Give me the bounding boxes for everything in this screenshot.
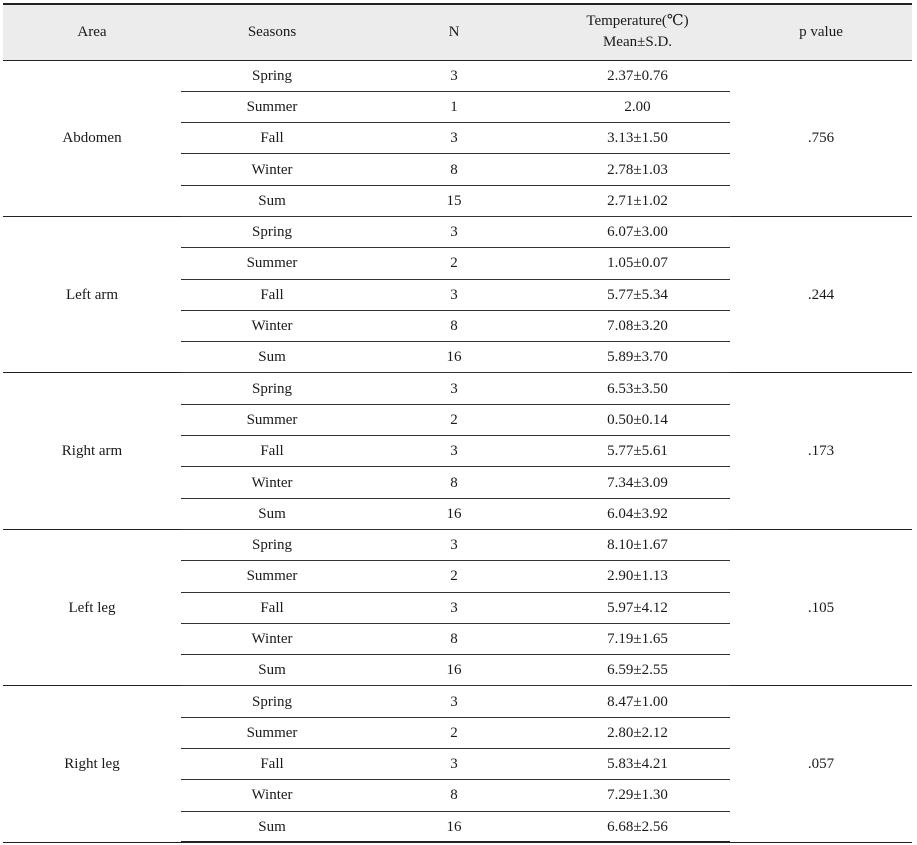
season-cell: Fall [181,749,363,780]
table-header [3,4,912,60]
header-p-value: p value [730,4,912,60]
n-cell: 3 [363,216,545,247]
temperature-cell: 5.77±5.34 [545,279,730,310]
group-right-leg [3,686,912,842]
season-cell: Spring [181,60,363,91]
season-cell: Summer [181,561,363,592]
header-temperature-line2: Mean±S.D. [602,34,673,51]
area-cell: Right leg [3,686,181,842]
n-cell: 3 [363,60,545,91]
table-row [3,373,912,404]
season-cell: Spring [181,529,363,560]
table-row [3,60,912,91]
temperature-cell: 7.19±1.65 [545,623,730,654]
p-value-cell: .244 [730,216,912,372]
header-area: Area [3,4,181,60]
temperature-cell: 7.08±3.20 [545,310,730,341]
season-cell: Summer [181,91,363,122]
n-cell: 2 [363,561,545,592]
n-cell: 8 [363,623,545,654]
n-cell: 2 [363,404,545,435]
temperature-cell: 5.83±4.21 [545,749,730,780]
n-cell: 2 [363,717,545,748]
table-row [3,216,912,247]
temperature-cell: 2.37±0.76 [545,60,730,91]
temperature-cell: 7.34±3.09 [545,467,730,498]
header-temperature [545,4,730,60]
n-cell: 3 [363,592,545,623]
n-cell: 16 [363,655,545,686]
season-cell: Sum [181,185,363,216]
p-value-cell: .756 [730,60,912,216]
header-n: N [363,4,545,60]
temperature-cell: 6.04±3.92 [545,498,730,529]
n-cell: 2 [363,248,545,279]
temperature-cell: 5.77±5.61 [545,436,730,467]
n-cell: 3 [363,686,545,717]
n-cell: 3 [363,123,545,154]
season-cell: Sum [181,811,363,842]
temperature-cell: 2.80±2.12 [545,717,730,748]
p-value-cell: .173 [730,373,912,529]
n-cell: 3 [363,279,545,310]
n-cell: 8 [363,780,545,811]
n-cell: 16 [363,811,545,842]
group-abdomen [3,60,912,216]
temperature-cell: 8.10±1.67 [545,529,730,560]
temperature-cell: 2.00 [545,91,730,122]
temperature-cell: 0.50±0.14 [545,404,730,435]
n-cell: 3 [363,529,545,560]
group-right-arm [3,373,912,529]
n-cell: 15 [363,185,545,216]
p-value-cell: .057 [730,686,912,842]
season-cell: Winter [181,154,363,185]
n-cell: 16 [363,498,545,529]
season-cell: Winter [181,623,363,654]
n-cell: 16 [363,342,545,373]
season-cell: Spring [181,373,363,404]
temperature-cell: 6.68±2.56 [545,811,730,842]
temperature-cell: 7.29±1.30 [545,780,730,811]
season-cell: Winter [181,780,363,811]
header-seasons: Seasons [181,4,363,60]
temperature-cell: 6.59±2.55 [545,655,730,686]
temperature-by-season-table [3,3,912,843]
n-cell: 8 [363,154,545,185]
n-cell: 3 [363,373,545,404]
temperature-cell: 3.13±1.50 [545,123,730,154]
n-cell: 8 [363,467,545,498]
season-cell: Spring [181,686,363,717]
temperature-cell: 2.78±1.03 [545,154,730,185]
table-row [3,686,912,717]
season-cell: Fall [181,123,363,154]
n-cell: 3 [363,749,545,780]
p-value-cell: .105 [730,529,912,685]
season-cell: Summer [181,248,363,279]
area-cell: Right arm [3,373,181,529]
season-cell: Summer [181,404,363,435]
temperature-cell: 5.97±4.12 [545,592,730,623]
n-cell: 8 [363,310,545,341]
season-cell: Sum [181,342,363,373]
group-left-arm [3,216,912,372]
temperature-cell: 5.89±3.70 [545,342,730,373]
temperature-cell: 2.90±1.13 [545,561,730,592]
season-cell: Summer [181,717,363,748]
temperature-cell: 6.07±3.00 [545,216,730,247]
temperature-cell: 6.53±3.50 [545,373,730,404]
temperature-cell: 8.47±1.00 [545,686,730,717]
n-cell: 1 [363,91,545,122]
season-cell: Fall [181,279,363,310]
season-cell: Winter [181,467,363,498]
group-left-leg [3,529,912,685]
temperature-cell: 1.05±0.07 [545,248,730,279]
n-cell: 3 [363,436,545,467]
area-cell: Left leg [3,529,181,685]
season-cell: Sum [181,498,363,529]
temperature-cell: 2.71±1.02 [545,185,730,216]
season-cell: Winter [181,310,363,341]
season-cell: Fall [181,592,363,623]
area-cell: Left arm [3,216,181,372]
table-row [3,529,912,560]
season-cell: Spring [181,216,363,247]
area-cell: Abdomen [3,60,181,216]
season-cell: Sum [181,655,363,686]
header-row [3,4,912,60]
header-temperature-line1: Temperature(℃) [586,13,689,30]
season-cell: Fall [181,436,363,467]
